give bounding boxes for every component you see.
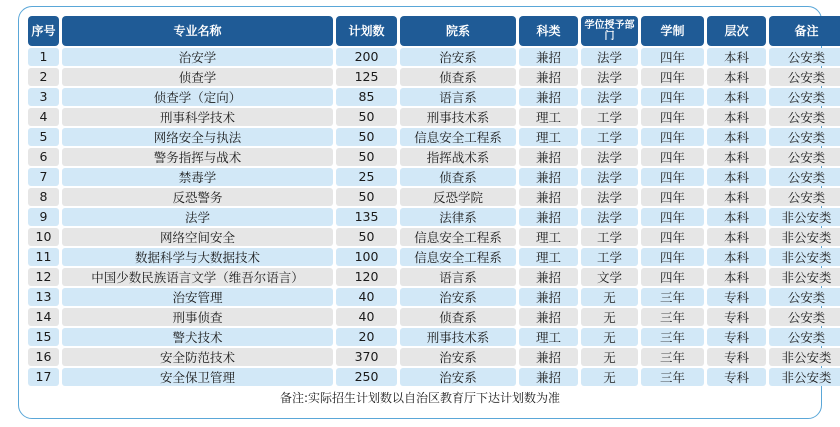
major-cell: 中国少数民族语言文学（维吾尔语言）	[62, 268, 333, 286]
level-cell: 本科	[707, 208, 766, 226]
category-cell: 兼招	[519, 268, 578, 286]
remark-cell: 公安类	[769, 188, 840, 206]
level-cell: 专科	[707, 328, 766, 346]
level-cell: 专科	[707, 308, 766, 326]
major-cell: 治安学	[62, 48, 333, 66]
department-cell: 信息安全工程系	[400, 228, 516, 246]
major-cell: 反恐警务	[62, 188, 333, 206]
degree-dept-cell: 法学	[581, 48, 638, 66]
category-cell: 兼招	[519, 168, 578, 186]
duration-cell: 三年	[641, 348, 704, 366]
duration-cell: 三年	[641, 368, 704, 386]
degree-dept-cell: 法学	[581, 148, 638, 166]
duration-cell: 四年	[641, 268, 704, 286]
duration-cell: 四年	[641, 208, 704, 226]
plan-cell: 200	[336, 48, 397, 66]
level-cell: 专科	[707, 368, 766, 386]
duration-cell: 四年	[641, 168, 704, 186]
level-cell: 本科	[707, 88, 766, 106]
degree-dept-cell: 法学	[581, 88, 638, 106]
department-cell: 治安系	[400, 288, 516, 306]
plan-cell: 135	[336, 208, 397, 226]
duration-cell: 四年	[641, 128, 704, 146]
department-cell: 刑事技术系	[400, 108, 516, 126]
plan-cell: 50	[336, 188, 397, 206]
degree-dept-cell: 文学	[581, 268, 638, 286]
remark-cell: 非公安类	[769, 268, 840, 286]
remark-cell: 非公安类	[769, 248, 840, 266]
plan-cell: 40	[336, 288, 397, 306]
degree-dept-cell: 工学	[581, 248, 638, 266]
duration-cell: 四年	[641, 188, 704, 206]
department-cell: 侦查系	[400, 168, 516, 186]
category-cell: 理工	[519, 328, 578, 346]
degree-dept-cell: 无	[581, 368, 638, 386]
department-cell: 侦查系	[400, 308, 516, 326]
remark-cell: 公安类	[769, 328, 840, 346]
header-degree-dept: 学位授予部门	[581, 16, 638, 46]
header-major: 专业名称	[62, 16, 333, 46]
degree-dept-cell: 工学	[581, 228, 638, 246]
duration-cell: 四年	[641, 48, 704, 66]
plan-cell: 25	[336, 168, 397, 186]
index-cell: 5	[28, 128, 59, 146]
header-remark: 备注	[769, 16, 840, 46]
plan-cell: 120	[336, 268, 397, 286]
index-cell: 11	[28, 248, 59, 266]
degree-dept-cell: 法学	[581, 188, 638, 206]
index-cell: 9	[28, 208, 59, 226]
index-cell: 14	[28, 308, 59, 326]
plan-cell: 100	[336, 248, 397, 266]
index-cell: 1	[28, 48, 59, 66]
degree-dept-cell: 工学	[581, 108, 638, 126]
remark-cell: 公安类	[769, 148, 840, 166]
index-cell: 15	[28, 328, 59, 346]
department-cell: 侦查系	[400, 68, 516, 86]
plan-cell: 370	[336, 348, 397, 366]
header-plan: 计划数	[336, 16, 397, 46]
category-cell: 理工	[519, 228, 578, 246]
degree-dept-cell: 法学	[581, 68, 638, 86]
remark-cell: 公安类	[769, 288, 840, 306]
index-cell: 8	[28, 188, 59, 206]
major-cell: 数据科学与大数据技术	[62, 248, 333, 266]
index-cell: 3	[28, 88, 59, 106]
footnote: 备注:实际招生计划数以自治区教育厅下达计划数为准	[279, 391, 561, 405]
department-cell: 法律系	[400, 208, 516, 226]
major-cell: 安全保卫管理	[62, 368, 333, 386]
major-cell: 刑事科学技术	[62, 108, 333, 126]
enrollment-table	[28, 16, 840, 386]
level-cell: 专科	[707, 288, 766, 306]
major-cell: 禁毒学	[62, 168, 333, 186]
category-cell: 兼招	[519, 148, 578, 166]
category-cell: 兼招	[519, 368, 578, 386]
major-cell: 法学	[62, 208, 333, 226]
department-cell: 语言系	[400, 268, 516, 286]
department-cell: 治安系	[400, 348, 516, 366]
index-cell: 13	[28, 288, 59, 306]
index-cell: 7	[28, 168, 59, 186]
plan-cell: 125	[336, 68, 397, 86]
duration-cell: 三年	[641, 328, 704, 346]
major-cell: 侦查学	[62, 68, 333, 86]
duration-cell: 三年	[641, 308, 704, 326]
plan-cell: 250	[336, 368, 397, 386]
degree-dept-cell: 法学	[581, 208, 638, 226]
level-cell: 本科	[707, 228, 766, 246]
duration-cell: 四年	[641, 108, 704, 126]
header-duration: 学制	[641, 16, 704, 46]
level-cell: 专科	[707, 348, 766, 366]
major-cell: 警务指挥与战术	[62, 148, 333, 166]
remark-cell: 公安类	[769, 168, 840, 186]
major-cell: 网络空间安全	[62, 228, 333, 246]
department-cell: 信息安全工程系	[400, 248, 516, 266]
remark-cell: 公安类	[769, 48, 840, 66]
department-cell: 刑事技术系	[400, 328, 516, 346]
duration-cell: 四年	[641, 68, 704, 86]
level-cell: 本科	[707, 48, 766, 66]
remark-cell: 非公安类	[769, 228, 840, 246]
header-department: 院系	[400, 16, 516, 46]
level-cell: 本科	[707, 248, 766, 266]
index-cell: 12	[28, 268, 59, 286]
plan-cell: 50	[336, 148, 397, 166]
header-index: 序号	[28, 16, 59, 46]
header-category: 科类	[519, 16, 578, 46]
remark-cell: 非公安类	[769, 208, 840, 226]
duration-cell: 四年	[641, 248, 704, 266]
index-cell: 4	[28, 108, 59, 126]
level-cell: 本科	[707, 108, 766, 126]
remark-cell: 非公安类	[769, 368, 840, 386]
category-cell: 理工	[519, 248, 578, 266]
category-cell: 兼招	[519, 288, 578, 306]
plan-cell: 85	[336, 88, 397, 106]
department-cell: 反恐学院	[400, 188, 516, 206]
category-cell: 兼招	[519, 88, 578, 106]
department-cell: 指挥战术系	[400, 148, 516, 166]
degree-dept-cell: 无	[581, 328, 638, 346]
major-cell: 网络安全与执法	[62, 128, 333, 146]
remark-cell: 非公安类	[769, 348, 840, 366]
remark-cell: 公安类	[769, 68, 840, 86]
category-cell: 理工	[519, 108, 578, 126]
degree-dept-cell: 法学	[581, 168, 638, 186]
major-cell: 侦查学（定向）	[62, 88, 333, 106]
major-cell: 警犬技术	[62, 328, 333, 346]
category-cell: 理工	[519, 128, 578, 146]
level-cell: 本科	[707, 148, 766, 166]
category-cell: 兼招	[519, 348, 578, 366]
department-cell: 语言系	[400, 88, 516, 106]
duration-cell: 四年	[641, 228, 704, 246]
duration-cell: 四年	[641, 148, 704, 166]
degree-dept-cell: 无	[581, 288, 638, 306]
category-cell: 兼招	[519, 308, 578, 326]
plan-cell: 50	[336, 228, 397, 246]
remark-cell: 公安类	[769, 108, 840, 126]
index-cell: 2	[28, 68, 59, 86]
index-cell: 17	[28, 368, 59, 386]
category-cell: 兼招	[519, 48, 578, 66]
level-cell: 本科	[707, 68, 766, 86]
category-cell: 兼招	[519, 188, 578, 206]
index-cell: 16	[28, 348, 59, 366]
category-cell: 兼招	[519, 68, 578, 86]
category-cell: 兼招	[519, 208, 578, 226]
level-cell: 本科	[707, 168, 766, 186]
department-cell: 治安系	[400, 48, 516, 66]
level-cell: 本科	[707, 128, 766, 146]
major-cell: 安全防范技术	[62, 348, 333, 366]
plan-cell: 50	[336, 108, 397, 126]
degree-dept-cell: 无	[581, 308, 638, 326]
level-cell: 本科	[707, 188, 766, 206]
major-cell: 刑事侦查	[62, 308, 333, 326]
department-cell: 信息安全工程系	[400, 128, 516, 146]
major-cell: 治安管理	[62, 288, 333, 306]
remark-cell: 公安类	[769, 308, 840, 326]
index-cell: 6	[28, 148, 59, 166]
level-cell: 本科	[707, 268, 766, 286]
header-level: 层次	[707, 16, 766, 46]
remark-cell: 公安类	[769, 128, 840, 146]
degree-dept-cell: 无	[581, 348, 638, 366]
department-cell: 治安系	[400, 368, 516, 386]
degree-dept-cell: 工学	[581, 128, 638, 146]
duration-cell: 三年	[641, 288, 704, 306]
remark-cell: 公安类	[769, 88, 840, 106]
plan-cell: 50	[336, 128, 397, 146]
plan-cell: 20	[336, 328, 397, 346]
index-cell: 10	[28, 228, 59, 246]
plan-cell: 40	[336, 308, 397, 326]
duration-cell: 四年	[641, 88, 704, 106]
